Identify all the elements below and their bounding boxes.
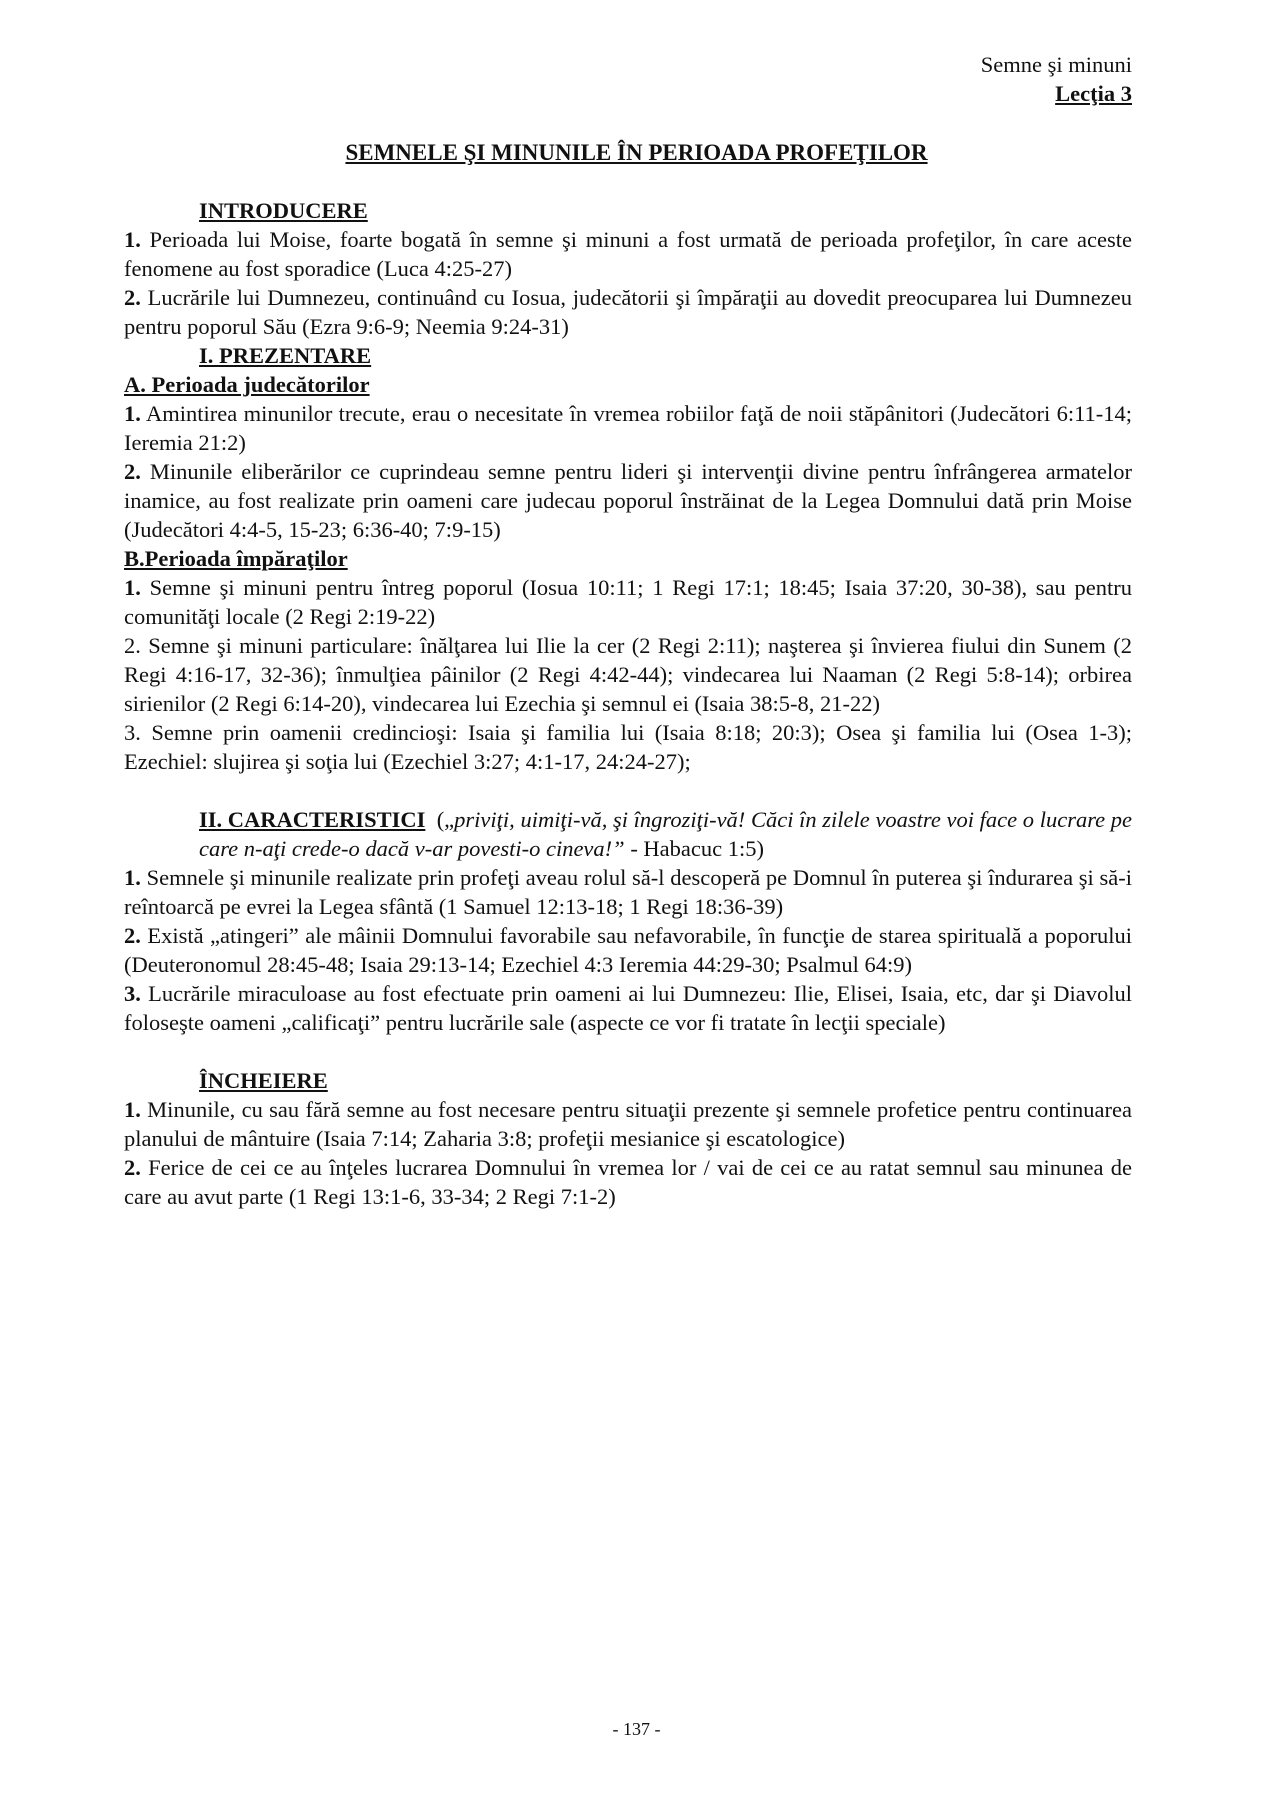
paragraph: 1. Perioada lui Moise, foarte bogată în semne şi minuni a fost urmată de perioada profeţilor, în care aceste fenomene au fost sporadice (Luca 4:25-27) xyxy=(124,227,1132,281)
header-course: Semne şi minuni xyxy=(980,52,1132,77)
scripture-quote: priviţi, uimiţi-vă, şi îngroziţi-vă! Căci în zilele voastre voi face o lucrare pe care n-aţi crede-o dacă v-ar povesti-o cineva!” xyxy=(199,807,1133,861)
section-heading-caracteristici: II. CARACTERISTICI („priviţi, uimiţi-vă, şi îngroziţi-vă! Căci în zilele voastre voi face o lucrare pe care n-aţi crede-o dacă v-ar povesti-o cineva!” - Habacuc 1:5) xyxy=(199,807,1133,861)
page-title: SEMNELE ŞI MINUNILE ÎN PERIOADA PROFEŢILOR xyxy=(345,140,928,165)
paragraph: 3. Lucrările miraculoase au fost efectuate prin oameni ai lui Dumnezeu: Ilie, Elisei, Isaia, etc, dar şi Diavolul foloseşte oameni „calificaţi” pentru lucrările sale (aspecte ce vor fi tratate în lecţii speciale) xyxy=(124,981,1132,1035)
document-body xyxy=(124,196,1132,1211)
section-heading-incheiere: ÎNCHEIERE xyxy=(199,1068,328,1093)
header-lesson: Lecţia 3 xyxy=(1055,81,1132,106)
page-number: - 137 - xyxy=(612,1719,661,1739)
paragraph: 1. Amintirea minunilor trecute, erau o necesitate în vremea robiilor faţă de noii stăpânitori (Judecători 6:11-14; Ieremia 21:2) xyxy=(124,401,1132,455)
subsection-heading-judecatori: A. Perioada judecătorilor xyxy=(124,372,370,397)
paragraph: 3. Semne prin oamenii credincioşi: Isaia şi familia lui (Isaia 8:18; 20:3); Osea şi familia lui (Osea 1-3); Ezechiel: slujirea şi soţia lui (Ezechiel 3:27; 4:1-17, 24:24-27); xyxy=(124,720,1132,774)
paragraph: 1. Semne şi minuni pentru întreg poporul (Iosua 10:11; 1 Regi 17:1; 18:45; Isaia 37:20, 30-38), sau pentru comunităţi locale (2 Regi 2:19-22) xyxy=(124,575,1132,629)
paragraph: 2. Lucrările lui Dumnezeu, continuând cu Iosua, judecătorii şi împăraţii au dovedit preocuparea lui Dumnezeu pentru poporul Său (Ezra 9:6-9; Neemia 9:24-31) xyxy=(124,285,1132,339)
section-heading-prezentare: I. PREZENTARE xyxy=(199,343,372,368)
paragraph: 1. Semnele şi minunile realizate prin profeţi aveau rolul să-l descoperă pe Domnul în puterea şi îndurarea şi să-i reîntoarcă pe evrei la Legea sfântă (1 Samuel 12:13-18; 1 Regi 18:36-39) xyxy=(124,865,1132,919)
section-heading-introducere: INTRODUCERE xyxy=(199,198,368,223)
paragraph: 2. Minunile eliberărilor ce cuprindeau semne pentru lideri şi intervenţii divine pentru înfrângerea armatelor inamice, au fost realizate prin oameni care judecau poporul înstrăinat de la Legea Domnului dată prin Moise (Judecători 4:4-5, 15-23; 6:36-40; 7:9-15) xyxy=(124,459,1132,542)
paragraph: 2. Există „atingeri” ale mâinii Domnului favorabile sau nefavorabile, în funcţie de starea spirituală a poporului (Deuteronomul 28:45-48; Isaia 29:13-14; Ezechiel 4:3 Ieremia 44:29-30; Psalmul 64:9) xyxy=(124,923,1132,977)
paragraph: 2. Semne şi minuni particulare: înălţarea lui Ilie la cer (2 Regi 2:11); naşterea şi învierea fiului din Sunem (2 Regi 4:16-17, 32-36); înmulţiea pâinilor (2 Regi 4:42-44); vindecarea lui Naaman (2 Regi 5:8-14); orbirea sirienilor (2 Regi 6:14-20), vindecarea lui Ezechia şi semnul ei (Isaia 38:5-8, 21-22) xyxy=(124,633,1132,716)
subsection-heading-imparati: B.Perioada împăraţilor xyxy=(124,546,348,571)
paragraph: 2. Ferice de cei ce au înţeles lucrarea Domnului în vremea lor / vai de cei ce au ratat semnul sau minunea de care au avut parte (1 Regi 13:1-6, 33-34; 2 Regi 7:1-2) xyxy=(124,1155,1132,1209)
paragraph: 1. Minunile, cu sau fără semne au fost necesare pentru situaţii prezente şi semnele profetice pentru continuarea planului de mântuire (Isaia 7:14; Zaharia 3:8; profeţii mesianice şi escatologice) xyxy=(124,1097,1132,1151)
